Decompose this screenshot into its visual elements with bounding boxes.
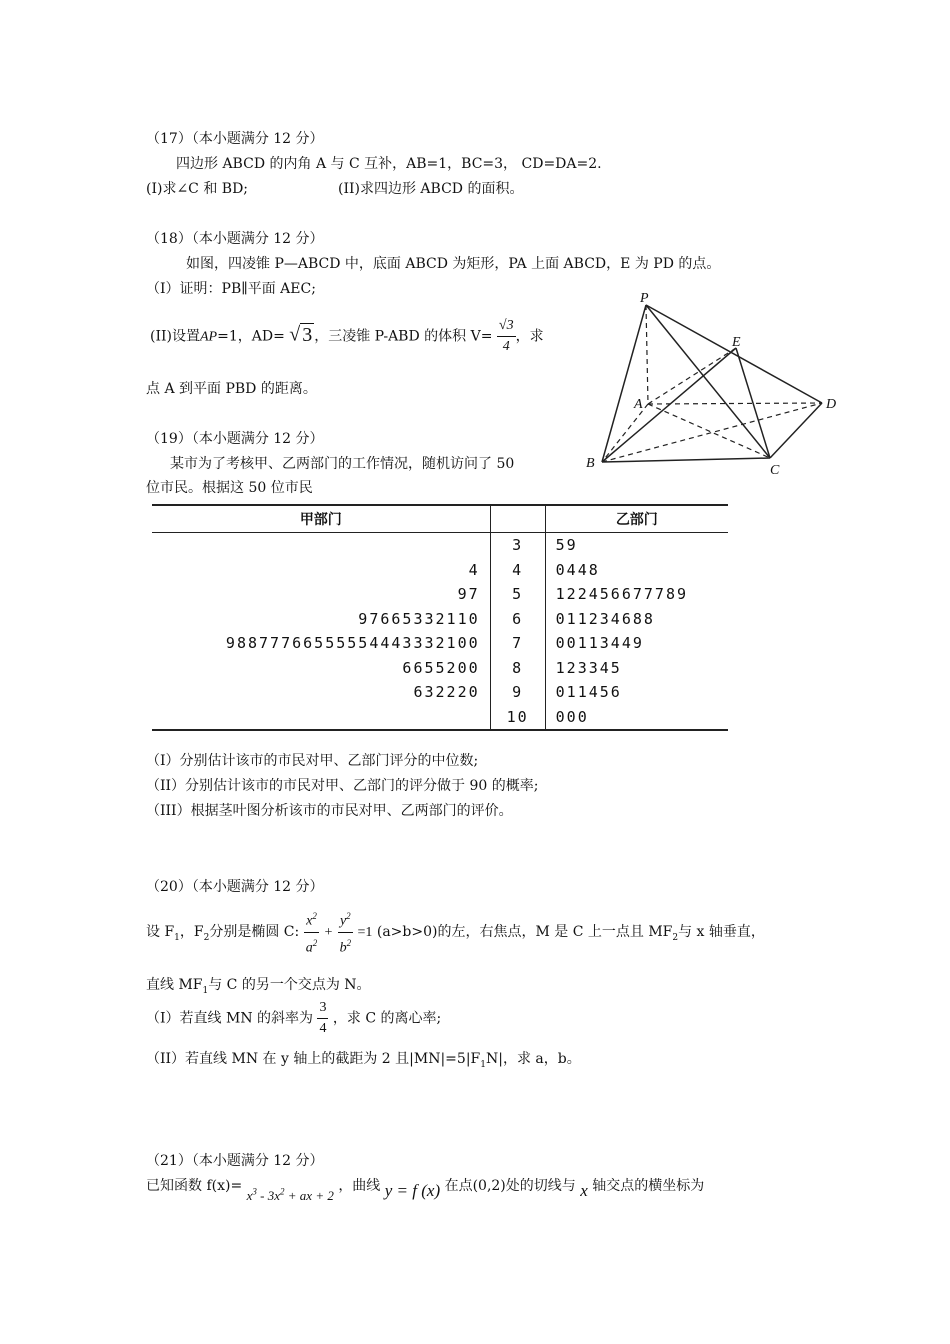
ellipse-term-y: $\frac{y^2}{b^2}$ — [338, 906, 354, 958]
leaf-a: 6655200 — [402, 658, 480, 677]
stem: 6 — [490, 607, 545, 632]
leaf-b: 59 — [555, 536, 578, 555]
q18-part2-text-b: =1，AD= — [217, 328, 285, 345]
q19-header: （19）（本小题满分 12 分） — [146, 431, 324, 447]
leaf-a: 632220 — [413, 683, 480, 702]
stem: 5 — [490, 582, 545, 607]
table-header-row — [152, 505, 728, 533]
edge-be — [602, 348, 736, 462]
q18-part2-tail: 点 A 到平面 PBD 的距离。 — [146, 381, 317, 397]
q19-part3: （III）根据茎叶图分析该市的市民对甲、乙两部门的评价。 — [146, 803, 513, 819]
table-row — [152, 680, 728, 705]
edge-pb — [602, 305, 646, 462]
leaf-b: 122456677789 — [555, 585, 689, 604]
table-row — [152, 582, 728, 607]
q21-header: （21）（本小题满分 12 分） — [146, 1153, 324, 1169]
edge-ad — [648, 403, 822, 404]
ellipse-term-x: $\frac{x^2}{a^2}$ — [304, 906, 320, 958]
q19-part1: （I）分别估计该市的市民对甲、乙部门评分的中位数; — [146, 753, 479, 769]
q18-part1: （I）证明：PB∥平面 AEC; — [146, 281, 316, 297]
leaf-a: 97665332110 — [358, 609, 480, 628]
slope-fraction: $\frac{3}{4}$ — [319, 1000, 327, 1036]
q18-part2-text-a: (II)设置 — [150, 328, 200, 345]
table-row — [152, 558, 728, 583]
q20-header: （20）（本小题满分 12 分） — [146, 879, 324, 895]
header-dept-b: 乙部门 — [545, 505, 728, 533]
q20-stem: 设 $F_1$，$F_2$分别是椭圆 C: $\frac{x^2}{a^2}$ + $\frac{y^2}{b^2}$ =1 (a>b>0)的左，右焦点，M 是 C 上一点且 $MF_2$与 x 轴垂直， — [146, 906, 765, 958]
q20-part2: （II）若直线 MN 在 y 轴上的截距为 2 且$|MN|=5|F_1N|$，求 a，b。 — [146, 1051, 581, 1070]
table-row — [152, 607, 728, 632]
leaf-a: 98877766555554443332100 — [225, 634, 480, 653]
table-row — [152, 705, 728, 731]
stem: 10 — [490, 705, 545, 731]
q17-part2: (II)求四边形 ABCD 的面积。 — [338, 181, 524, 197]
q18-sqrt3: √ 3 — [289, 323, 313, 346]
q18-part2-text-c: ，三凌锥 P-ABD 的体积 V= — [314, 328, 493, 345]
stem: 9 — [490, 680, 545, 705]
stem: 7 — [490, 631, 545, 656]
leaf-a — [152, 705, 490, 731]
q17-header: （17）（本小题满分 12 分） — [146, 131, 324, 147]
label-d: D — [826, 397, 837, 412]
q17-stem: 四边形 ABCD 的内角 A 与 C 互补，AB=1，BC=3， CD=DA=2. — [176, 156, 602, 172]
q21-stem: 已知函数 $f(x)= x^3 - 3x^2$ + ax + 2 ，曲线 y = f (x) 在点(0,2)处的切线与 x 轴交点的横坐标为 — [146, 1178, 705, 1203]
label-p: P — [640, 291, 649, 306]
q18-part2-text-d: ，求 — [515, 328, 544, 345]
curve-expression: y = f (x) — [384, 1181, 441, 1200]
x-axis-symbol: x — [580, 1181, 588, 1200]
leaf-b: 00113449 — [555, 634, 644, 653]
q17-part1: (I)求∠C 和 BD; — [146, 181, 249, 197]
q18-stem: 如图，四凌锥 P—ABCD 中，底面 ABCD 为矩形，PA 上面 ABCD，E 为 PD 的点。 — [186, 256, 721, 272]
q20-part1: （I）若直线 MN 的斜率为 $\frac{3}{4}$ ，求 C 的离心率; — [146, 998, 441, 1039]
edge-bc — [602, 458, 770, 462]
table-row — [152, 656, 728, 681]
table-row — [152, 631, 728, 656]
edge-ae — [648, 348, 736, 404]
q19-stem-1: 某市为了考核甲、乙两部门的工作情况，随机访问了 50 — [170, 456, 515, 472]
leaf-b: 000 — [545, 705, 728, 731]
leaf-a: 97 — [457, 585, 480, 604]
leaf-b: 0448 — [555, 560, 600, 579]
q18-header: （18）（本小题满分 12 分） — [146, 231, 324, 247]
q19-part2: （II）分别估计该市的市民对甲、乙部门的评分做于 90 的概率; — [146, 778, 539, 794]
label-e: E — [732, 335, 741, 350]
pyramid-figure — [580, 290, 840, 480]
leaf-a: 4 — [468, 560, 480, 579]
label-c: C — [770, 463, 780, 478]
header-dept-a: 甲部门 — [152, 505, 490, 533]
label-b: B — [586, 456, 595, 471]
edge-pc — [646, 305, 770, 458]
leaf-b: 011234688 — [555, 609, 655, 628]
stem-leaf-table — [152, 504, 728, 731]
stem: 3 — [490, 533, 545, 558]
leaf-b: 123345 — [555, 658, 622, 677]
leaf-b: 011456 — [555, 683, 622, 702]
edge-ab — [602, 404, 648, 462]
label-a: A — [634, 397, 643, 412]
q18-ap: AP — [199, 329, 218, 345]
edge-cd — [770, 403, 822, 458]
table-row — [152, 533, 728, 558]
stem: 4 — [490, 558, 545, 583]
edge-ac — [648, 404, 770, 458]
leaf-a — [152, 533, 490, 558]
header-stem — [490, 505, 545, 533]
q18-part2 — [150, 316, 544, 357]
stem: 8 — [490, 656, 545, 681]
edge-pa — [646, 305, 648, 404]
function-expression: $x^3 - 3x^2$ + ax + 2 — [246, 1186, 334, 1203]
q20-line2: 直线 $MF_1$与 C 的另一个交点为 N。 — [146, 977, 371, 996]
q18-volume-fraction: $\frac{√3}{4}$ — [498, 318, 514, 354]
q19-stem-2: 位市民。根据这 50 位市民 — [146, 480, 313, 496]
